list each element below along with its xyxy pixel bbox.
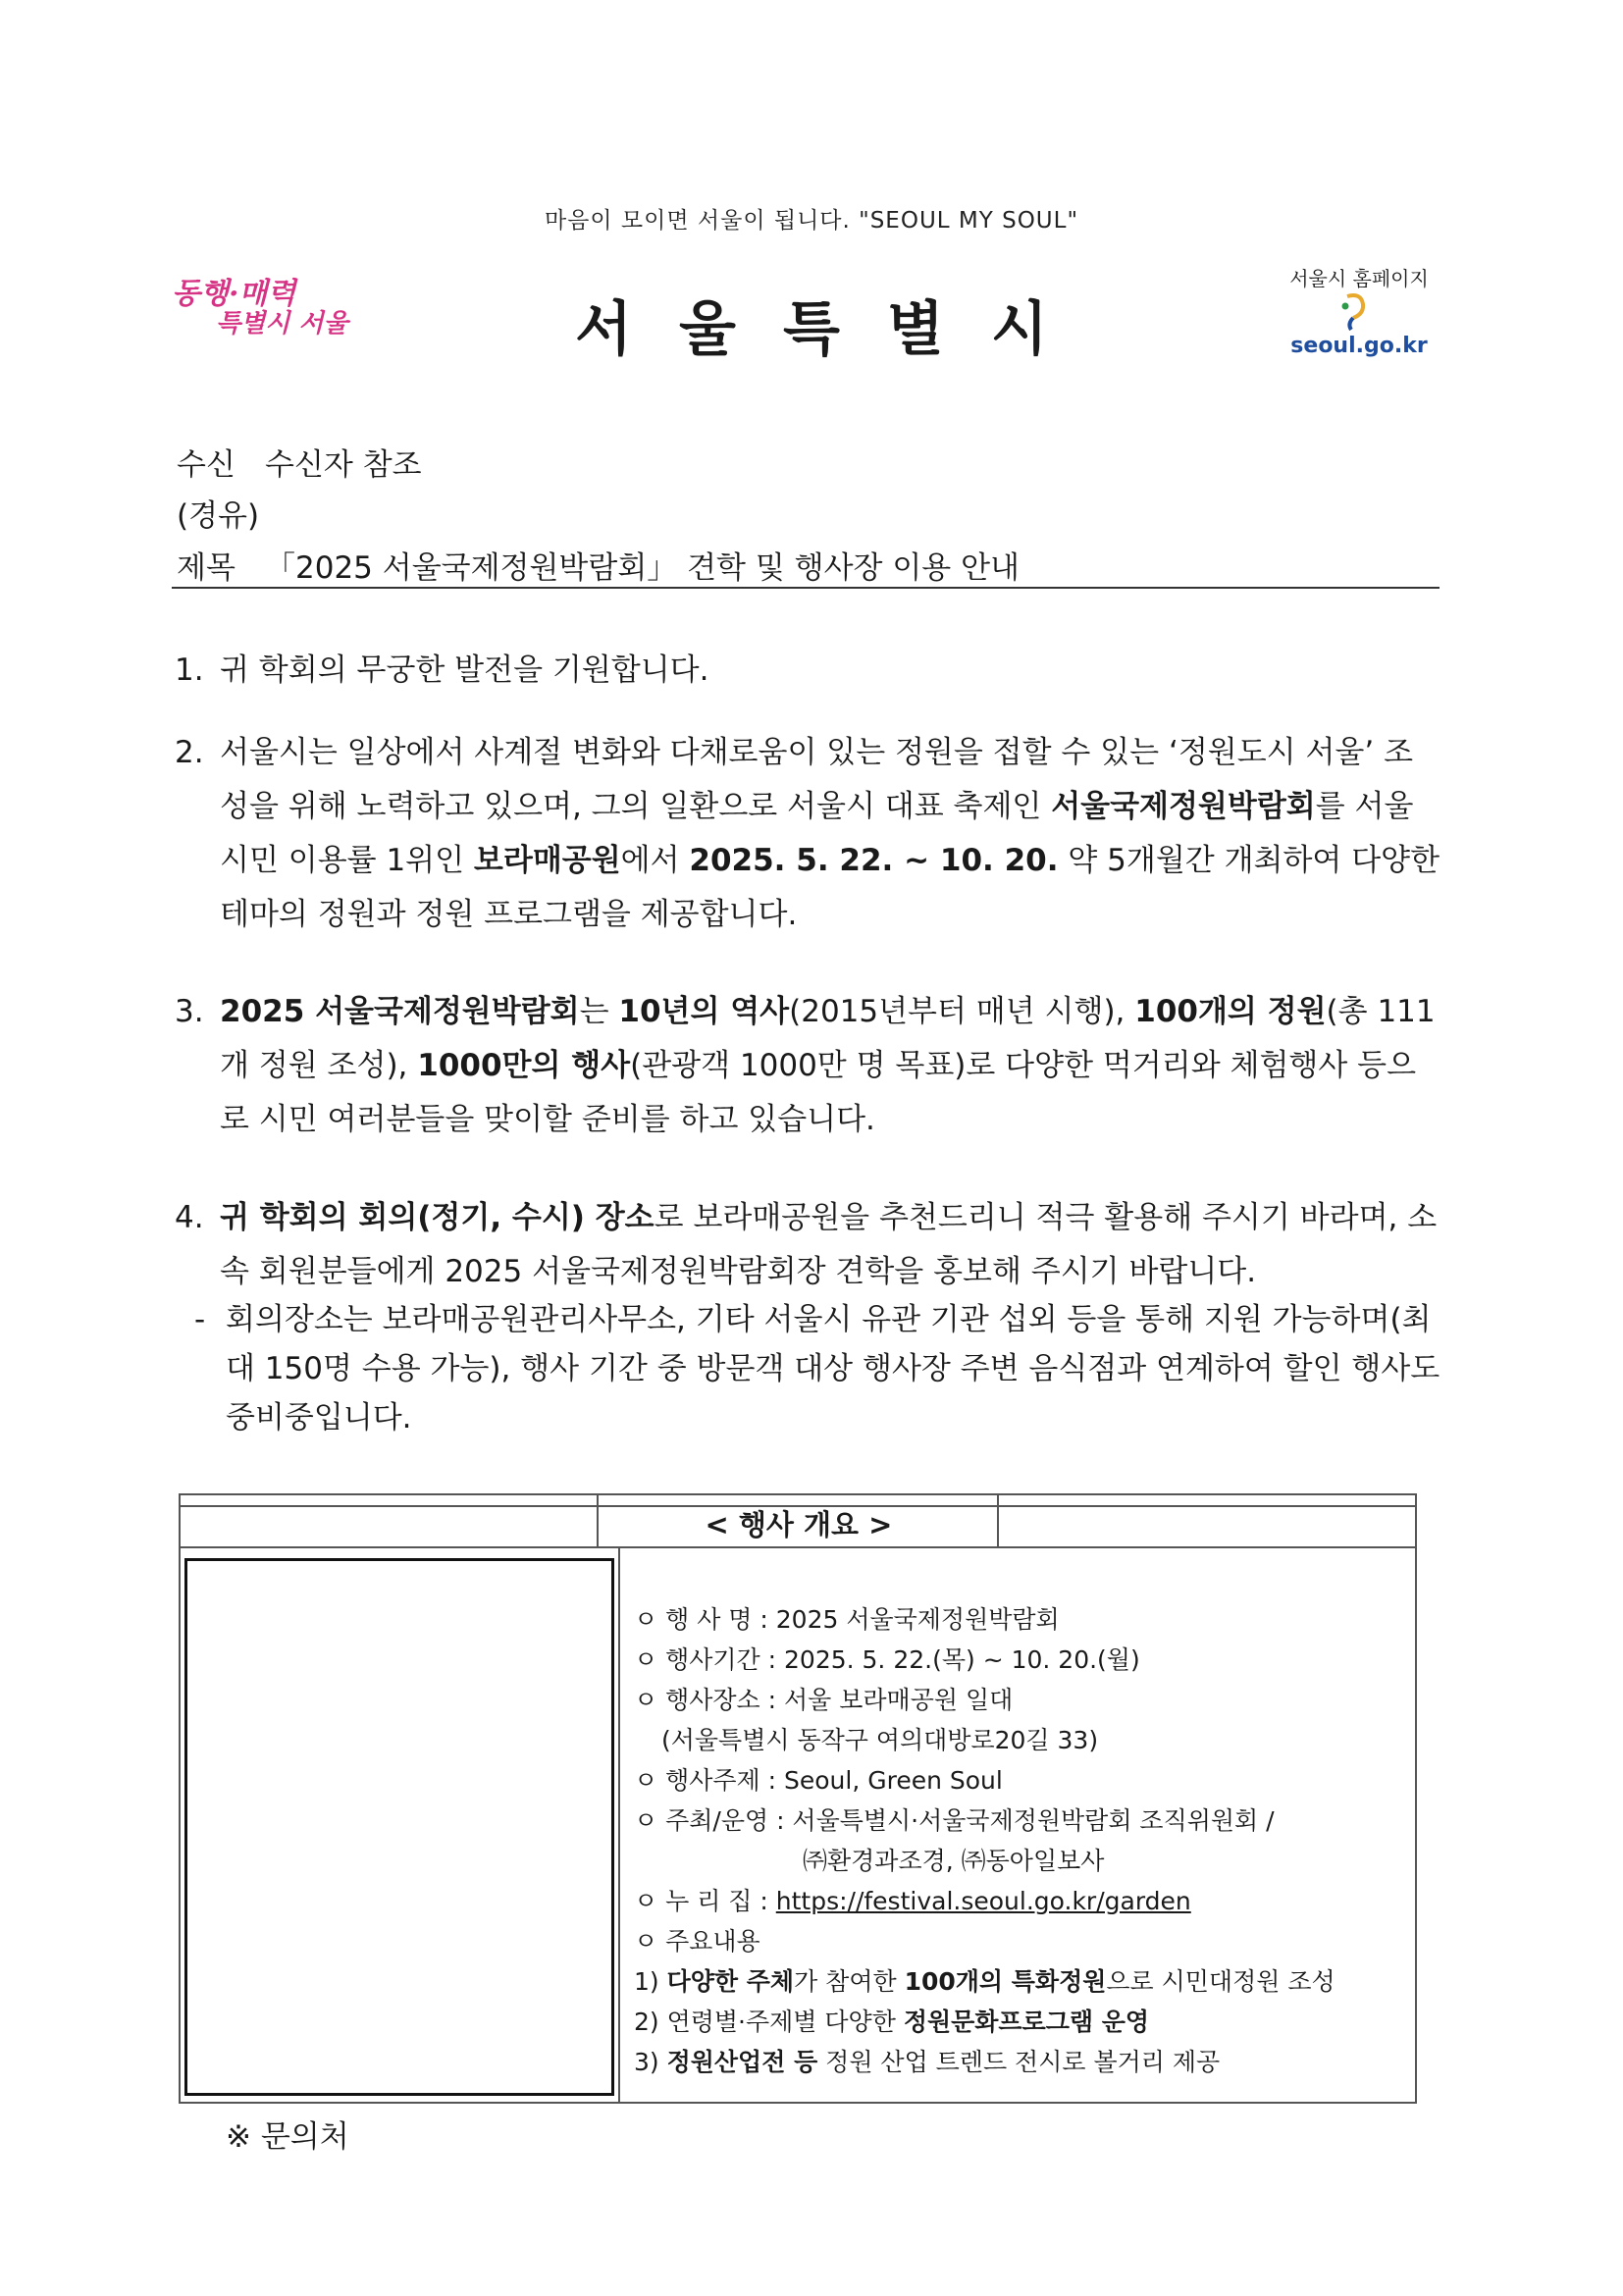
paragraph-text: 귀 학회의 무궁한 발전을 기원합니다. (220, 652, 709, 688)
overview-contents-label: ㅇ 주요내용 (634, 1927, 760, 1956)
table-header-row (181, 1495, 1415, 1548)
homepage-prefix: ㅇ 누 리 집 : (634, 1887, 776, 1915)
overview-item: ㅇ 행사장소 : 서울 보라매공원 일대 (634, 1686, 1014, 1714)
paragraph-text: 로 보라매공원을 추천드리니 적극 활용해 주시기 바라며, 소속 회원분들에게 2025 서울국제정원박람회장 견학을 홍보해 주시기 바랍니다. (220, 1200, 1438, 1289)
bold-text: 정원산업전 등 (666, 2048, 818, 2076)
table-column-divider (618, 1548, 620, 2104)
organization-title: 서울특별시 (575, 295, 1095, 364)
paragraph-number: 3. (175, 994, 204, 1029)
overview-item: ㅇ 행 사 명 : 2025 서울국제정원박람회 (634, 1605, 1060, 1634)
via-line: (경유) (177, 498, 260, 534)
bold-text: 2025. 5. 22. ~ 10. 20. (689, 843, 1059, 878)
recipient-label: 수신 (177, 447, 236, 483)
bold-text: 10년의 역사 (618, 994, 790, 1029)
paragraph-text: (총 111개 정원 조성), (220, 994, 1436, 1083)
table-title: < 행사 개요 > (705, 1508, 893, 1541)
paragraph-text: 약 5개월간 개최하여 다양한 테마의 정원과 정원 프로그램을 제공합니다. (220, 843, 1440, 932)
paragraph-4-sub (175, 1295, 1440, 1442)
contact-note: ※ 문의처 (226, 2119, 349, 2155)
overview-item: ㈜환경과조경, ㈜동아일보사 (803, 1847, 1105, 1875)
overview-contents-item (634, 2042, 1409, 2082)
paragraph-number: 4. (175, 1200, 204, 1235)
event-image-placeholder (184, 1558, 614, 2096)
subject-label: 제목 (177, 550, 236, 586)
paragraph-3 (175, 985, 1440, 1147)
paragraph-text: 는 (579, 994, 619, 1029)
dash-bullet: - (194, 1302, 206, 1337)
paragraph-text: (관광객 1000만 명 목표)로 다양한 먹거리와 체험행사 등으로 시민 여러분들을 맞이할 준비를 하고 있습니다. (220, 1048, 1417, 1137)
paragraph-text: 회의장소는 보라매공원관리사무소, 기타 서울시 유관 기관 섭외 등을 통해 지원 가능하며(최대 150명 수용 가능), 행사 기간 중 방문객 대상 행사장 주변 음식점과 연계하여 할인 행사도 중비중입니다. (226, 1302, 1440, 1435)
paragraph-number: 2. (175, 735, 204, 770)
contents-text: 2) 연령별·주제별 다양한 (634, 2008, 904, 2036)
subject-value: 「2025 서울국제정원박람회」 견학 및 행사장 이용 안내 (265, 550, 1020, 586)
overview-item: ㅇ 행사기간 : 2025. 5. 22.(목) ~ 10. 20.(월) (634, 1645, 1140, 1674)
logo-line-1: 동행·매력 (172, 277, 296, 311)
bold-text: 보라매공원 (473, 843, 621, 878)
contents-text: 가 참여한 (794, 1967, 905, 1996)
festival-homepage-link[interactable]: https://festival.seoul.go.kr/garden (775, 1887, 1191, 1915)
recipient-value: 수신자 참조 (265, 447, 422, 483)
paragraph-text: 서울시는 일상에서 사계절 변화와 다채로움이 있는 정원을 접할 수 있는 ‘정원도시 서울’ 조성을 위해 노력하고 있으며, 그의 일환으로 서울시 대표 축제인 (220, 735, 1414, 824)
recipient-line (177, 440, 422, 484)
overview-contents-item (634, 2002, 1409, 2042)
subject-line (177, 543, 1020, 587)
overview-details (634, 1599, 1409, 2082)
contents-text: 으로 시민대정원 조성 (1106, 1967, 1335, 1996)
slogan: 마음이 모이면 서울이 됩니다. "SEOUL MY SOUL" (544, 208, 1079, 234)
paragraph-1 (175, 644, 1440, 698)
paragraph-2 (175, 726, 1440, 942)
paragraph-text: (2015년부터 매년 시행), (789, 994, 1135, 1029)
contents-text: 1) (634, 1967, 667, 1996)
bold-text: 정원문화프로그램 운영 (903, 2008, 1150, 2036)
logo-line-2: 특별시 서울 (216, 309, 348, 339)
bold-text: 서울국제정원박람회 (1051, 789, 1316, 824)
table-header-right-cell (997, 1495, 1415, 1546)
homepage-url[interactable]: seoul.go.kr (1290, 334, 1428, 358)
bold-text: 100개의 정원 (1134, 994, 1327, 1029)
paragraph-text: 에서 (620, 843, 690, 878)
paragraph-number: 1. (175, 652, 204, 688)
bold-text: 1000만의 행사 (417, 1048, 631, 1083)
header-divider (172, 587, 1440, 589)
seoul-logo-icon (1330, 292, 1379, 332)
paragraph-4 (175, 1191, 1440, 1299)
homepage-label: 서울시 홈페이지 (1289, 267, 1429, 290)
table-header-left-cell (181, 1495, 599, 1546)
bold-text: 2025 서울국제정원박람회 (220, 994, 580, 1029)
event-overview-table (179, 1493, 1417, 2104)
overview-item: (서울특별시 동작구 여의대방로20길 33) (661, 1726, 1099, 1754)
overview-item: ㅇ 주최/운영 : 서울특별시·서울국제정원박람회 조직위원회 / (634, 1806, 1275, 1835)
bold-text: 귀 학회의 회의(정기, 수시) 장소 (220, 1200, 654, 1235)
bold-text: 100개의 특화정원 (904, 1967, 1107, 1996)
paragraph-text: 를 서울시민 이용률 1위인 (220, 789, 1414, 878)
bold-text: 다양한 주체 (666, 1967, 795, 1996)
overview-homepage-item (634, 1881, 1409, 1921)
contents-text: 정원 산업 트렌드 전시로 볼거리 제공 (817, 2048, 1221, 2076)
overview-item: ㅇ 행사주제 : Seoul, Green Soul (634, 1766, 1003, 1795)
contents-text: 3) (634, 2048, 667, 2076)
overview-contents-item (634, 1961, 1409, 2002)
